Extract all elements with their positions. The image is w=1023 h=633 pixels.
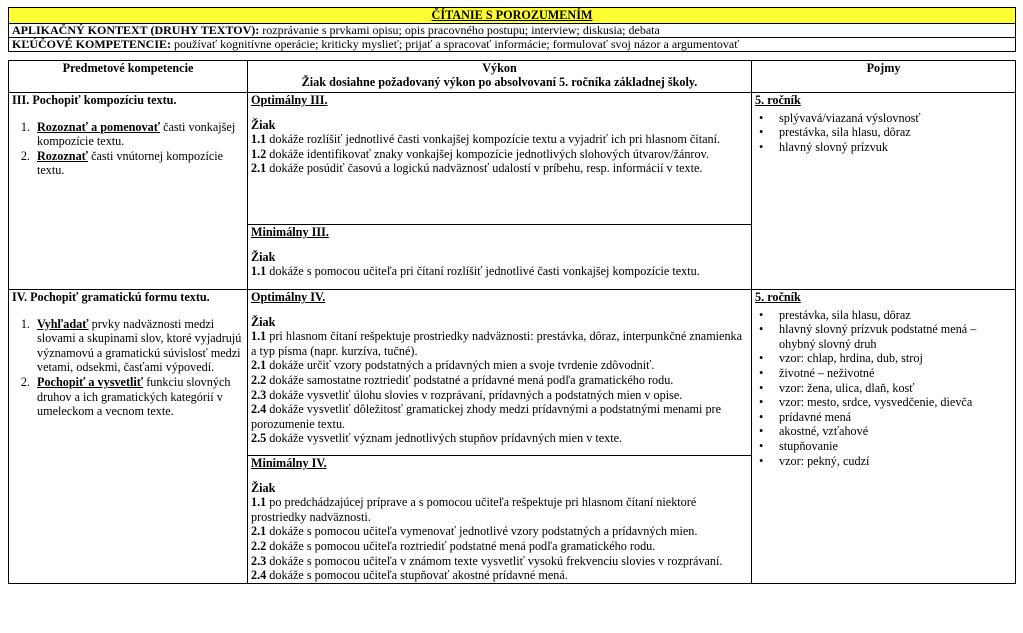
term-item: • vzor: žena, ulica, dlaň, kosť [779, 381, 1012, 396]
item-verb: Rozoznať a pomenovať [37, 119, 161, 134]
performance-item: 1.1 dokáže s pomocou učiteľa pri čítaní rozlíšiť jednotlivé časti vonkajšej kompozície textu. [251, 264, 700, 279]
section4-terms-list [755, 308, 1012, 469]
section4-optimal [248, 290, 751, 456]
header-competences: Predmetové kompetencie [9, 61, 248, 93]
list-item [33, 375, 244, 419]
section3-performance [248, 93, 752, 290]
competences-text: používať kognitívne operácie; kriticky myslieť; prijať a spracovať informácie; formulovať svoj názor a argumentovať [171, 37, 740, 51]
section4-minimal [248, 456, 751, 583]
ziak-label: Žiak [251, 249, 276, 264]
section3-heading: III. Pochopiť kompozíciu textu. [12, 93, 177, 107]
term-item: • stupňovanie [779, 439, 1012, 454]
section3-list [12, 120, 244, 178]
section4-heading: IV. Pochopiť gramatickú formu textu. [12, 290, 210, 304]
section3-competences [9, 93, 248, 290]
curriculum-sheet [8, 7, 1015, 584]
performance-item: 2.1 dokáže posúdiť časovú a logickú nadväznosť udalostí v príbehu, resp. informácií v texte. [251, 161, 703, 176]
ziak-label: Žiak [251, 314, 276, 329]
page-title: ČÍTANIE S POROZUMENÍM [9, 8, 1016, 24]
term-item: • prestávka, sila hlasu, dôraz [779, 308, 1012, 323]
performance-item: 1.2 dokáže identifikovať znaky vonkajšej kompozície jednotlivých slohových útvarov/žánrov. [251, 146, 709, 161]
list-item [33, 317, 244, 375]
item-verb: Vyhľadať [37, 316, 89, 331]
optimal-heading: Optimálny IV. [251, 290, 326, 304]
terms-heading: 5. ročník [755, 290, 801, 304]
performance-item: 2.4 dokáže vysvetliť dôležitosť gramatickej zhody medzi prídavnými a podstatnými menami pre porozumenie textu. [251, 402, 722, 431]
list-item [33, 120, 244, 149]
term-item: • vzor: mesto, srdce, vysvedčenie, dievča [779, 395, 1012, 410]
context-text: rozprávanie s prvkami opisu; opis pracovného postupu; interview; diskusia; debata [259, 23, 660, 37]
ziak-label: Žiak [251, 117, 276, 132]
performance-item: 1.1 dokáže rozlíšiť jednotlivé časti vonkajšej kompozície textu a vyjadriť ich pri hlasnom čítaní. [251, 132, 721, 147]
competences-label: KĽÚČOVÉ KOMPETENCIE: [12, 37, 172, 51]
competences-row [9, 38, 1016, 52]
item-text: funkciu slovných druhov a ich gramatických kategórií v umeleckom a vecnom texte. [37, 374, 231, 419]
context-label: APLIKAČNÝ KONTEXT (DRUHY TEXTOV): [12, 23, 260, 37]
header-performance-title: Výkon [482, 61, 517, 75]
minimal-heading: Minimálny III. [251, 225, 329, 239]
terms-heading: 5. ročník [755, 93, 801, 107]
term-item: • splývavá/viazaná výslovnosť [779, 111, 1012, 126]
term-item: • prídavné mená [779, 410, 1012, 425]
performance-item: 2.3 dokáže s pomocou učiteľa v známom texte vysvetliť vysokú frekvenciu slovies v rozprávaní. [251, 553, 723, 568]
performance-item: 2.5 dokáže vysvetliť význam jednotlivých stupňov prídavných mien v texte. [251, 431, 623, 446]
section3-optimal [248, 93, 751, 225]
section4-competences [9, 290, 248, 584]
minimal-heading: Minimálny IV. [251, 456, 327, 470]
item-verb: Rozoznať [37, 148, 89, 163]
performance-item: 2.3 dokáže vysvetliť úlohu slovies v rozprávaní, prídavných a podstatných mien v opise. [251, 387, 683, 402]
item-verb: Pochopiť a vysvetliť [37, 374, 144, 389]
ziak-label: Žiak [251, 480, 276, 495]
term-item: • akostné, vzťahové [779, 424, 1012, 439]
performance-item: 2.1 dokáže určiť vzory podstatných a prídavných mien a svoje tvrdenie zdôvodniť. [251, 358, 655, 373]
section3-minimal [248, 225, 751, 279]
item-text: prvky nadväznosti medzi slovami a skupinami slov, ktoré vyjadrujú významovú a gramatickú súvislosť medzi vetami, odsekmi, časťami výpovedí. [37, 316, 242, 375]
section4-terms [752, 290, 1016, 584]
section4-performance [248, 290, 752, 584]
list-item [33, 149, 244, 178]
header-performance-subtitle: Žiak dosiahne požadovaný výkon po absolvovaní 5. ročníka základnej školy. [301, 75, 698, 89]
performance-item: 1.1 pri hlasnom čítaní rešpektuje prostriedky nadväznosti: prestávka, dôraz, interpunkčné znamienka a typ písma (napr. kurzíva, tučné). [251, 329, 743, 358]
header-terms: Pojmy [752, 61, 1016, 93]
performance-item: 2.1 dokáže s pomocou učiteľa vymenovať jednotlivé vzory podstatných a prídavných mien. [251, 524, 698, 539]
term-item: • hlavný slovný prízvuk [779, 140, 1012, 155]
performance-item: 2.4 dokáže s pomocou učiteľa stupňovať akostné prídavné mená. [251, 568, 568, 583]
term-item: • hlavný slovný prízvuk podstatné mená – ohybný slovný druh [779, 322, 1012, 351]
term-item: • vzor: chlap, hrdina, dub, stroj [779, 351, 1012, 366]
item-text: časti vonkajšej kompozície textu. [37, 119, 236, 149]
context-row [9, 24, 1016, 38]
performance-item: 2.2 dokáže samostatne roztriediť podstatné a prídavné mená podľa gramatického rodu. [251, 372, 674, 387]
section3-terms-list [755, 111, 1012, 155]
performance-item: 2.2 dokáže s pomocou učiteľa roztriediť podstatné mená podľa gramatického rodu. [251, 538, 656, 553]
term-item: • prestávka, sila hlasu, dôraz [779, 125, 1012, 140]
performance-item: 1.1 po predchádzajúcej príprave a s pomocou učiteľa rešpektuje pri hlasnom čítaní niektoré prostriedky nadväznosti. [251, 495, 697, 524]
header-performance [248, 61, 752, 93]
item-text: časti vnútornej kompozície textu. [37, 148, 224, 178]
section4-list [12, 317, 244, 419]
section3-terms [752, 93, 1016, 290]
table-spacer [9, 52, 1016, 61]
term-item: • životné – neživotné [779, 366, 1012, 381]
optimal-heading: Optimálny III. [251, 93, 328, 107]
curriculum-table [8, 7, 1016, 584]
term-item: • vzor: pekný, cudzí [779, 454, 1012, 469]
